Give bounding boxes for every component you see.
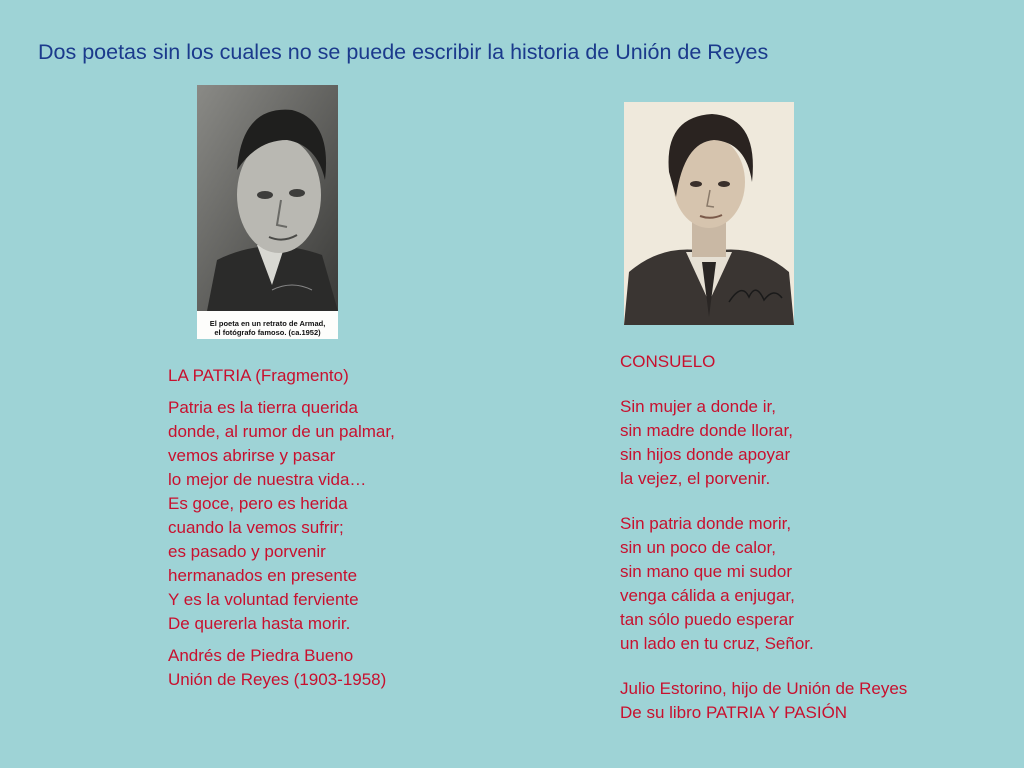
portrait-photo-right: [624, 102, 794, 325]
poem-line: venga cálida a enjugar,: [620, 586, 795, 605]
slide-title: Dos poetas sin los cuales no se puede escribir la historia de Unión de Reyes: [38, 40, 769, 64]
poem-line: la vejez, el porvenir.: [620, 469, 771, 488]
poem-line: sin un poco de calor,: [620, 538, 776, 557]
author-line: Julio Estorino, hijo de Unión de Reyes: [620, 679, 908, 698]
poem-line: hermanados en presente: [168, 566, 358, 585]
author-line: Unión de Reyes (1903-1958): [168, 670, 387, 689]
caption-line: El poeta en un retrato de Armad,: [209, 319, 326, 328]
poem-author: [168, 644, 488, 692]
poem-line: sin hijos donde apoyar: [620, 445, 791, 464]
poem-stanza-1: [620, 395, 1000, 491]
poem-line: tan sólo puedo esperar: [620, 610, 794, 629]
poem-author: [620, 677, 1000, 725]
poem-line: De quererla hasta morir.: [168, 614, 351, 633]
poem-body: [168, 396, 488, 636]
poem-heading: LA PATRIA (Fragmento): [168, 366, 349, 385]
poem-line: Es goce, pero es herida: [168, 494, 348, 513]
poem-heading: CONSUELO: [620, 352, 716, 371]
poem-line: es pasado y porvenir: [168, 542, 326, 561]
portrait-photo-icon: [624, 102, 794, 325]
poem-line: sin madre donde llorar,: [620, 421, 793, 440]
poem-consuelo: [620, 350, 1000, 725]
poem-line: vemos abrirse y pasar: [168, 446, 336, 465]
poem-line: Sin mujer a donde ir,: [620, 397, 776, 416]
poem-stanza-2: [620, 512, 1000, 656]
poem-line: cuando la vemos sufrir;: [168, 518, 344, 537]
photo-caption: [197, 319, 338, 337]
portrait-photo-left: [197, 85, 338, 339]
poem-line: lo mejor de nuestra vida…: [168, 470, 367, 489]
poem-line: Patria es la tierra querida: [168, 398, 358, 417]
poem-line: Y es la voluntad ferviente: [168, 590, 359, 609]
poem-line: un lado en tu cruz, Señor.: [620, 634, 814, 653]
author-line: De su libro PATRIA Y PASIÓN: [620, 703, 848, 722]
caption-line: el fotógrafo famoso. (ca.1952): [214, 328, 321, 337]
portrait-photo-icon: [197, 85, 338, 311]
poem-line: Sin patria donde morir,: [620, 514, 792, 533]
poem-line: donde, al rumor de un palmar,: [168, 422, 395, 441]
poem-la-patria: [168, 364, 488, 692]
poem-line: sin mano que mi sudor: [620, 562, 792, 581]
author-line: Andrés de Piedra Bueno: [168, 646, 354, 665]
